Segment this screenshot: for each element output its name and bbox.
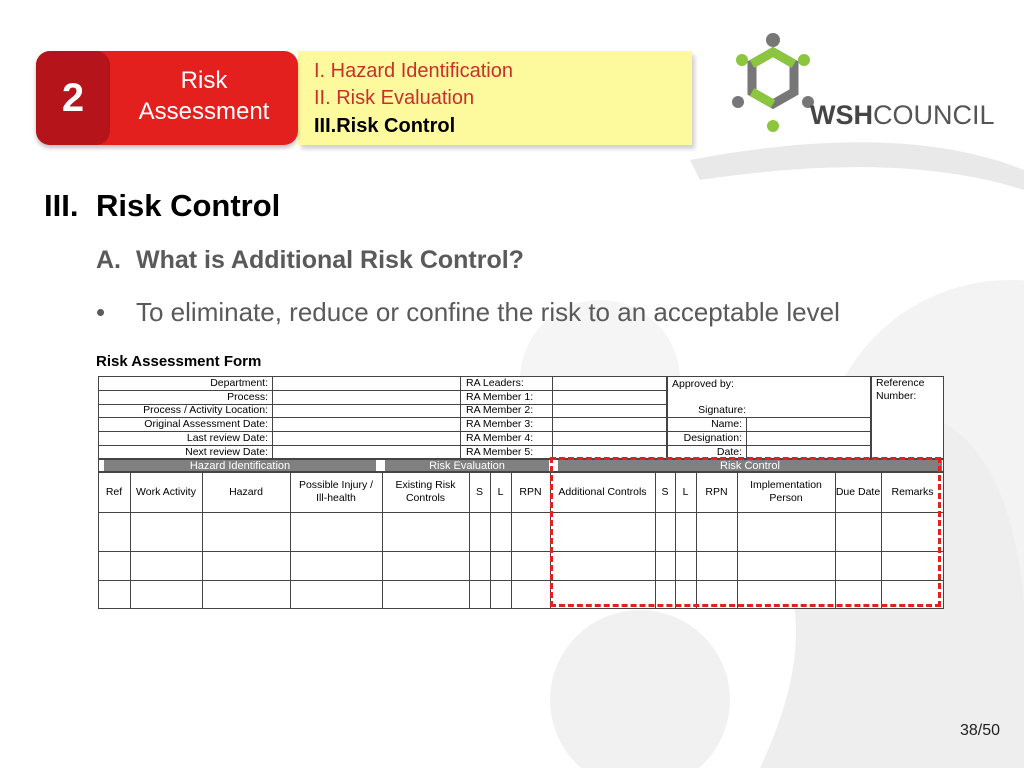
col-residual-rpn: RPN <box>705 485 728 498</box>
section-hazard-identification: Hazard Identification <box>104 460 376 471</box>
label-process: Process: <box>227 391 268 403</box>
wsh-council-logo <box>728 30 995 140</box>
label-ra-member-5: RA Member 5: <box>466 446 534 458</box>
label-next-review: Next review Date: <box>185 446 268 458</box>
subheading: A. What is Additional Risk Control? <box>96 246 524 274</box>
col-likelihood: L <box>497 485 504 498</box>
label-ra-member-2: RA Member 2: <box>466 404 534 416</box>
label-reference-number: Reference Number: <box>876 377 925 402</box>
col-due-date: Due Date <box>835 485 881 498</box>
bullet-point: • To eliminate, reduce or confine the risk to an acceptable level <box>96 297 840 327</box>
subnav-item-hazard-identification[interactable]: I. Hazard Identification <box>314 60 513 82</box>
label-department: Department: <box>210 377 268 389</box>
section-title <box>114 65 294 127</box>
label-ra-member-3: RA Member 3: <box>466 418 534 430</box>
col-residual-severity: S <box>661 485 669 498</box>
label-name: Name: <box>711 418 742 430</box>
col-rpn: RPN <box>519 485 542 498</box>
label-approved-by: Approved by: <box>672 378 734 390</box>
section-title-line1: Risk <box>180 67 228 94</box>
subnav-item-risk-evaluation[interactable]: II. Risk Evaluation <box>314 87 475 109</box>
col-hazard: Hazard <box>229 485 263 498</box>
logo-wordmark: WSHCOUNCIL <box>810 100 995 130</box>
section-tab <box>36 51 298 145</box>
risk-control-highlight <box>550 457 941 607</box>
form-title: Risk Assessment Form <box>96 353 262 370</box>
col-remarks: Remarks <box>891 485 934 498</box>
page-number: 38/50 <box>959 722 1000 739</box>
subnav-item-risk-control[interactable]: III.Risk Control <box>314 115 456 137</box>
col-work-activity: Work Activity <box>136 485 196 498</box>
wsh-people-emblem-icon <box>728 30 818 140</box>
label-ra-leaders: RA Leaders: <box>466 377 524 389</box>
label-date: Date: <box>716 446 742 458</box>
label-last-review: Last review Date: <box>186 432 268 444</box>
section-risk-evaluation: Risk Evaluation <box>385 460 549 471</box>
col-additional-controls: Additional Controls <box>558 485 647 498</box>
label-original-date: Original Assessment Date: <box>144 418 268 430</box>
col-implementation-person: Implementation Person <box>750 479 822 504</box>
label-designation: Designation: <box>683 432 742 444</box>
col-ref: Ref <box>105 485 123 498</box>
label-ra-member-4: RA Member 4: <box>466 432 534 444</box>
label-ra-member-1: RA Member 1: <box>466 391 534 403</box>
col-possible-injury: Possible Injury / Ill-health <box>298 479 374 504</box>
subnav-panel <box>298 51 692 145</box>
section-title-line2: Assessment <box>138 98 270 125</box>
col-severity: S <box>475 485 483 498</box>
page-heading: III. Risk Control <box>44 188 281 223</box>
col-residual-likelihood: L <box>682 485 689 498</box>
label-location: Process / Activity Location: <box>143 404 268 416</box>
section-risk-control: Risk Control <box>558 460 942 471</box>
col-existing-risk-controls: Existing Risk Controls <box>395 479 456 504</box>
label-signature: Signature: <box>698 404 746 416</box>
section-number: 2 <box>61 75 85 120</box>
